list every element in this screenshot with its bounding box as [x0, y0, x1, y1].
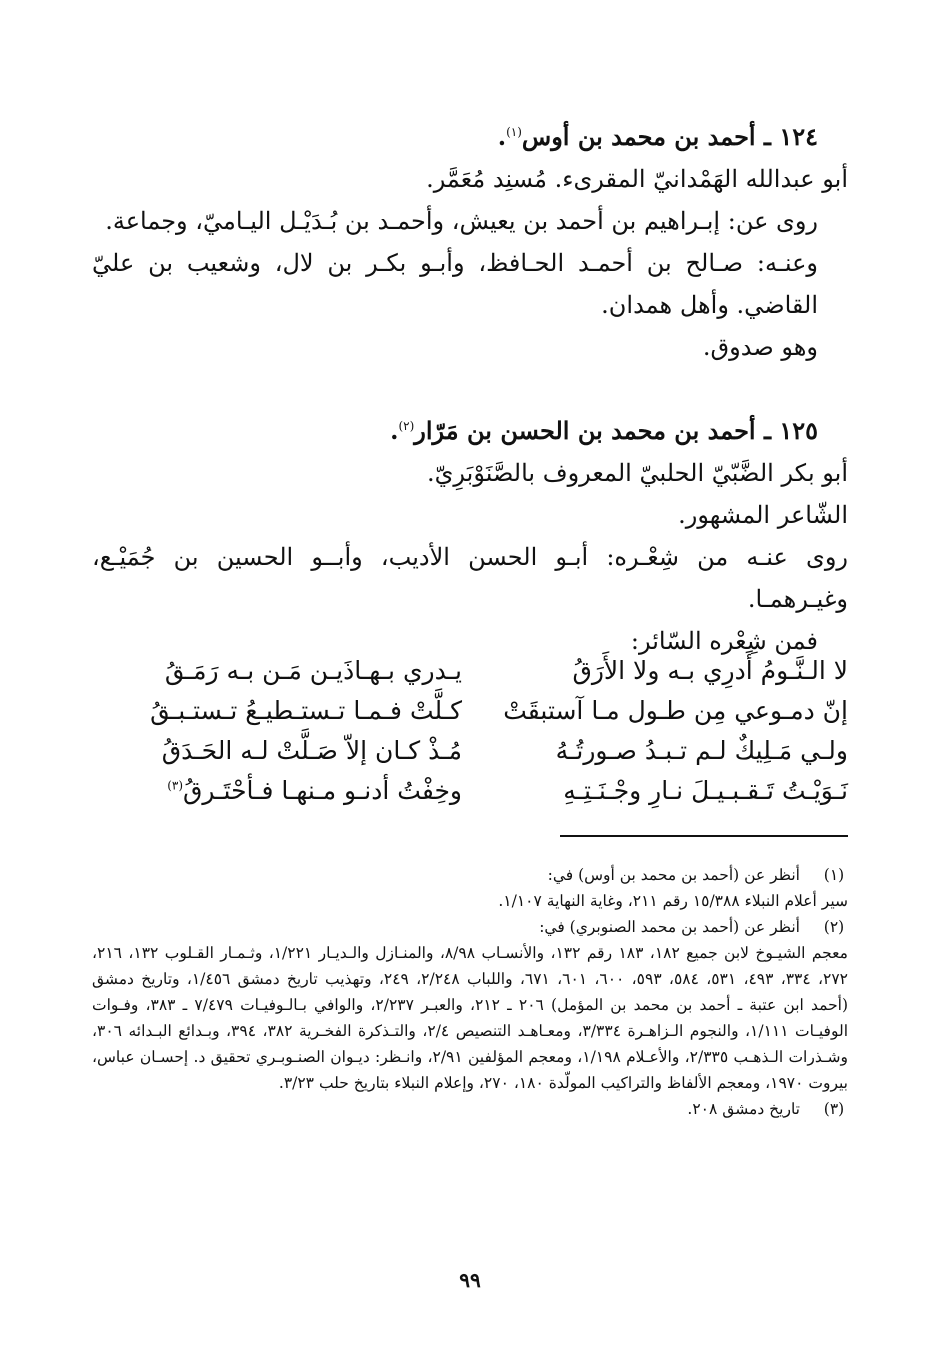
- poem-verse: [92, 696, 848, 736]
- entry-heading: ١٢٤ ـ أحمد بن محمد بن أوس$^{(١)}$.: [497, 122, 818, 151]
- verse-first-hemistich: إنّ دمـوعي مِن طـول مـا آستبقَتْ: [503, 696, 848, 725]
- footnote-text: تاريخ دمشق ٢٠٨.: [687, 1100, 800, 1118]
- poem-verse: [92, 736, 848, 776]
- poem-verse: [92, 776, 848, 816]
- entry-line: الشّاعر المشهور.: [678, 501, 848, 529]
- footnote-divider: [560, 835, 848, 837]
- footnote-number: (٣): [823, 1100, 845, 1118]
- entry-title: ١٢٥ ـ أحمد بن محمد بن الحسن بن مَرّار: [414, 416, 818, 445]
- footnote-number: (١): [823, 866, 845, 884]
- entry-line: وعنـه: صـالح بن أحمـد الحـافظ، وأبـو بكـر بن لال، وشعيب بن عليّ القاضي. وأهل همدان.: [92, 249, 818, 319]
- entry-heading: ١٢٥ ـ أحمد بن محمد بن الحسن بن مَرّار$^{(٢)}$.: [390, 416, 818, 445]
- footnote-text: أنظر عن (أحمد بن محمد الصنوبري) في:: [539, 918, 800, 936]
- page-number: ٩٩: [459, 1268, 481, 1292]
- entry-125: [92, 410, 848, 662]
- footnote-ref: (١): [506, 125, 522, 139]
- entry-line: فمن شِعْره السّائر:: [630, 627, 818, 655]
- footnote-sources: سير أعلام النبلاء ١٥/٣٨٨ رقم ٢١١، وغاية النهاية ١/١٠٧.: [498, 892, 848, 910]
- entry-title: ١٢٤ ـ أحمد بن محمد بن أوس: [521, 122, 818, 151]
- footnote-text: أنظر عن (أحمد بن محمد بن أوس) في:: [547, 866, 800, 884]
- verse-second-hemistich: كـلَّتْ فـمـا تـستـطيـعُ تـستـبـقُ: [150, 696, 462, 725]
- verse-second-hemistich: وخِفْتُ أدنـو مـنهـا فـأحْتَـرقُ$^{(٣)}$: [167, 776, 462, 805]
- verse-second-hemistich: يـدري بـهـاذَيـن مَـن بـه رَمَـقُ: [164, 656, 462, 685]
- entry-line: روى عنـه من شِعْـره: أبـو الحسن الأديب، وأبــو الحسين بن جُمَيْـع، وغيـرهمـا.: [92, 543, 848, 613]
- verse-first-hemistich: نَـوَيْـتُ تَـقـبـيـلَ نـارِ وجْـنَـتِـهِ: [563, 776, 848, 805]
- footnote-ref: (٣): [167, 778, 184, 793]
- entry-line: أبو بكر الضَّبّيّ الحلبيّ المعروف بالصَّنَوْبَرِيّ.: [426, 459, 848, 487]
- verse-first-hemistich: لا الـنَّـومُ أَدرِي بـه ولا الأَرَقُ: [572, 656, 848, 685]
- verse-first-hemistich: ولـي مَـلِيكٌ لـم تـبـدُ صـورتُـهُ: [555, 736, 848, 765]
- footnotes: [92, 862, 848, 1122]
- footnote-2: [92, 914, 848, 1096]
- footnote-1: [92, 862, 848, 914]
- entry-line: روى عن: إبـراهيم بن أحمد بن يعيش، وأحمـد بن بُـدَيْـل اليـاميّ، وجماعة.: [105, 207, 818, 235]
- footnote-sources: معجم الشيـوخ لابن جميع ١٨٢، ١٨٣ رقم ١٣٢، والأنسـاب ٨/٩٨، والمنـازل والـديـار ١/٢٢١، وثـمـار القـلوب ١٣٢، ٢١٦، ٢٧٢، ٣٣٤، ٤٩٣، ٥٣١، ٥٨٤، ٥٩٣، ٦٠٠، ٦٠١، ٦٧١، واللباب ٢/٢٤٨، ٢٤٩، وتهذيب تاريخ دمشق ١/٤٥٦، وتاريخ دمشق (أحمد ابن عتبة ـ أحمد بن محمد بن المؤمل) ٢٠٦ ـ ٢١٢، والعبـر ٢/٢٣٧، والوافي بـالـوفيـات ٧/٤٧٩ ـ ٣٨٣، وفـوات الوفيـات ١/١١١، والنجوم الـزاهـرة ٣/٣٣٤، ومعـاهـد التنصيص ٢/٤، والتـذكرة الفخـرية ٣٨٢، ٣٩٤، وبـدائع البـدائه ٣٠٦، وشـذرات الـذهـب ٢/٣٣٥، والأعـلام ١/١٩٨، ومعجم المؤلفين ٢/٩١، وانـظر: ديـوان الصنـوبـري تحقيق د. إحسـان عباس، بيروت ١٩٧٠، ومعجم الألفاظ والتراكيب المولّدة ١٨٠، ٢٧٠، وإعلام النبلاء بتاريخ حلب ٣/٢٣.: [92, 944, 849, 1092]
- footnote-ref: (٢): [398, 419, 415, 433]
- entry-line: وهو صدوق.: [702, 333, 818, 361]
- footnote-number: (٢): [823, 918, 845, 936]
- poem-verse: [92, 656, 848, 696]
- entry-line: أبو عبدالله الهَمْدانيّ المقرىء. مُسنِد مُعَمَّر.: [426, 165, 848, 193]
- entry-124: [92, 116, 848, 368]
- verse-second-hemistich: مُـذْ كـان إلاّ صَـلَّتْ لـه الحَـدَقُ: [161, 736, 462, 765]
- footnote-3: [92, 1096, 848, 1122]
